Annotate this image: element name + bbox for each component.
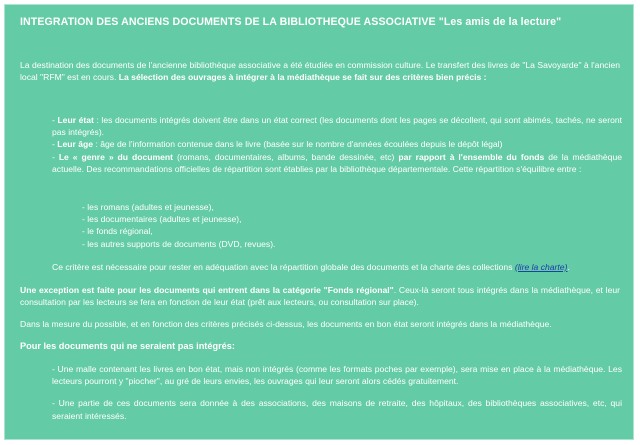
charter-note-text: Ce critère est nécessaire pour rester en adéquation avec la répartition globale des documents et la charte des collections (52, 262, 515, 272)
repartition-item: - le fonds régional, (82, 226, 153, 237)
criteria-item-genre (52, 151, 622, 175)
repartition-list (82, 201, 382, 250)
criteria-item-age (52, 138, 622, 150)
criteria-label: Leur âge (57, 139, 94, 150)
repartition-item: - les autres supports de documents (DVD, revues). (82, 238, 276, 249)
non-integres-list (52, 363, 622, 432)
criteria-bold-text: par rapport à l'ensemble du fonds (398, 151, 545, 162)
intro-text: La destination des documents de l'ancienne bibliothèque associative a été étudiée en commission culture. Le transfert des livres de "La Savoyarde" à l'ancien local "RFM" est en cours. (20, 60, 620, 83)
criteria-text-end: de la médiathèque actuelle. Des recommandations officielles de répartition sont établies par la bibliothèque départementale. Cette répartition s'équilibre entre : (52, 151, 623, 174)
charter-note-end: . (567, 262, 570, 272)
criteria-item-etat (52, 114, 622, 138)
non-integres-item: - Une malle contenant les livres en bon état, mais non intégrés (comme les formats poches par exemple), sera mise en place à la médiathèque. Les lecteurs pourront y "piocher", au gré de leurs envies, les ouvrages qui leur seront alors cédés gratuitement. (52, 364, 622, 387)
page-title: INTEGRATION DES ANCIENS DOCUMENTS DE LA BIBLIOTHEQUE ASSOCIATIVE "Les amis de la lecture" (20, 16, 562, 28)
criteria-list (52, 114, 622, 175)
criteria-dash: - (52, 115, 58, 125)
non-integres-heading: Pour les documents qui ne seraient pas intégrés: (20, 341, 235, 351)
exception-text: . Ceux-là seront tous intégrés dans la médiathèque, et leur consultation par les lecteurs se fera en fonction de leur état (prêt aux lecteurs, ou consultation sur place). (20, 285, 620, 308)
criteria-dash: - (52, 151, 59, 162)
criteria-label: Le « genre » du document (58, 151, 174, 162)
criteria-dash: - (52, 139, 58, 150)
repartition-item: - les documentaires (adultes et jeunesse), (82, 214, 242, 225)
intro-bold-text: La sélection des ouvrages à intégrer à la médiathèque se fait sur des critères bien précis : (118, 72, 487, 83)
exception-bold-text: Une exception est faite pour les documents qui entrent dans la catégorie "Fonds régional" (20, 285, 394, 295)
exception-paragraph (20, 284, 620, 308)
non-integres-item: - Une partie de ces documents sera donnée à des associations, des maisons de retraite, des hôpitaux, des bibliothèques associatives, etc, qui seraient intéressés. (52, 398, 622, 421)
content-panel (4, 4, 634, 440)
intro-paragraph (20, 59, 620, 83)
charter-note (52, 261, 622, 273)
mesure-paragraph: Dans la mesure du possible, et en fonction des critères précisés ci-dessus, les documents en bon état seront intégrés dans la médiathèque. (20, 319, 552, 329)
criteria-text: : les documents intégrés doivent être dans un état correct (les documents dont les pages se décollent, qui sont abimés, tachés, ne seront pas intégrés). (52, 115, 623, 138)
repartition-item: - les romans (adultes et jeunesse), (82, 202, 214, 212)
criteria-label: Leur état (57, 115, 94, 125)
charter-link[interactable]: (lire la charte) (514, 262, 568, 272)
criteria-text: (romans, documentaires, albums, bande dessinée, etc) (173, 151, 399, 162)
criteria-text: : âge de l'information contenue dans le livre (basée sur le nombre d'années écoulées depuis le dépôt légal) (93, 139, 503, 150)
